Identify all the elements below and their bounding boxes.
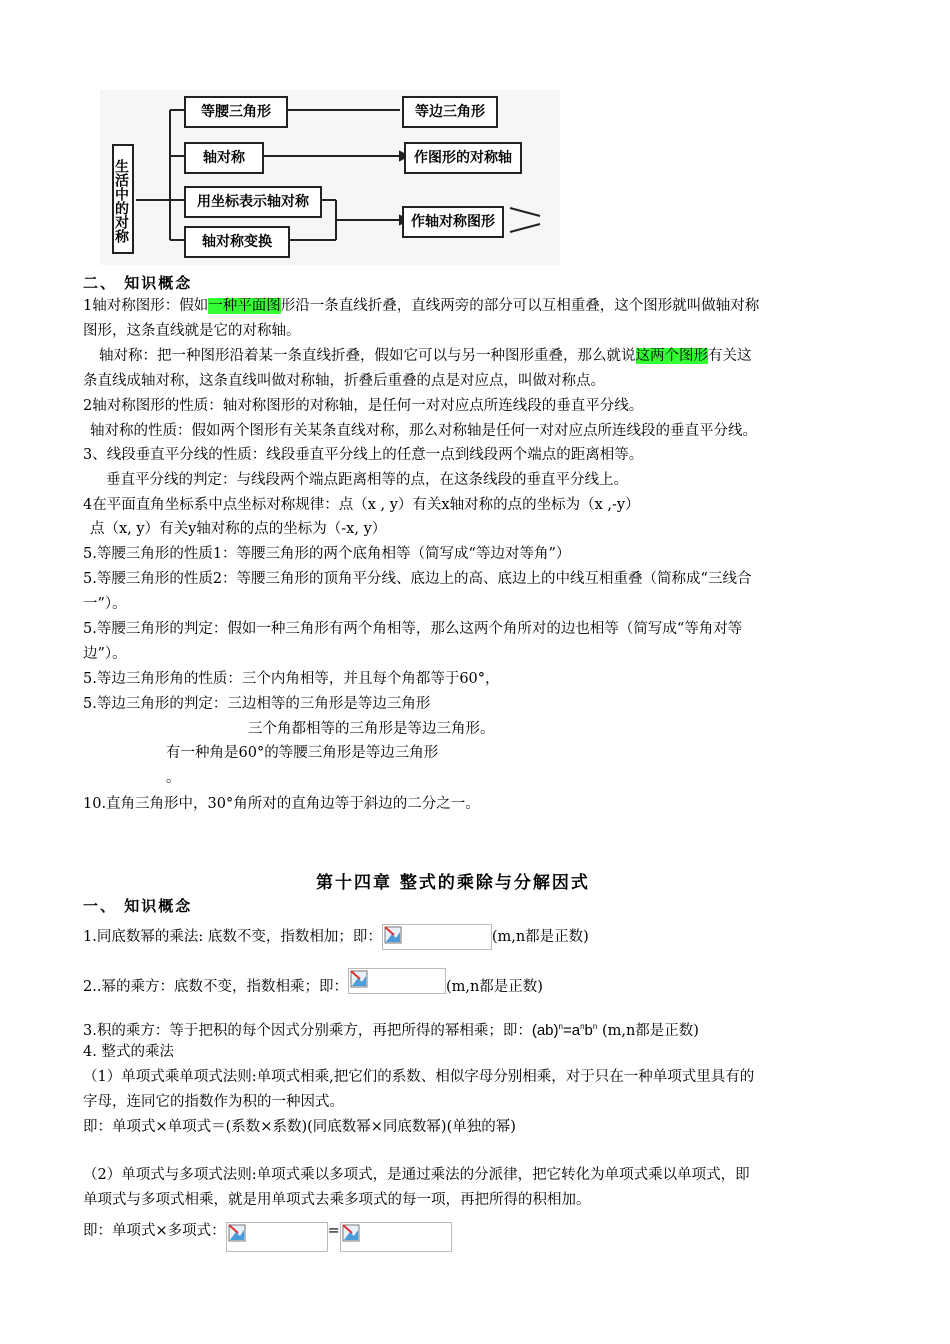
ch14-line-10: 即：单项式×多项式： = [83,1216,452,1246]
coordinate-symmetry-box: 用坐标表示轴对称 [184,186,322,218]
broken-image-icon [384,926,402,944]
text-line: 5.等腰三角形的性质2：等腰三角形的顶角平分线、底边上的高、底边上的中线互相重叠（简称成“三线合 [83,571,752,587]
draw-axis-box: 作图形的对称轴 [404,142,522,174]
text-line: 5.等腰三角形的性质1：等腰三角形的两个底角相等（简写成“等边对等角”） [83,546,571,562]
isosceles-triangle-box: 等腰三角形 [184,96,288,128]
ch14-line-7: 即：单项式×单项式＝(系数×系数)(同底数幂×同底数幂)(单独的幂) [83,1119,516,1135]
text-line: 3、线段垂直平分线的性质：线段垂直平分线上的任意一点到线段两个端点的距离相等。 [83,447,644,463]
para-1-line-2: 图形，这条直线就是它的对称轴。 [83,323,301,339]
text-line: 4在平面直角坐标系中点坐标对称规律：点（x , y）有关x轴对称的点的坐标为（x ,-y） [83,497,640,513]
ch14-line-8: （2）单项式与多项式法则:单项式乘以多项式，是通过乘法的分派律，把它转化为单项式乘以单项式，即 [83,1167,750,1183]
ch14-line-5: （1）单项式乘单项式法则:单项式相乘,把它们的系数、相似字母分别相乘，对于只在一种单项式里具有的 [83,1069,755,1085]
formula-image [382,924,492,950]
text-line: 5.等腰三角形的判定：假如一种三角形有两个角相等，那么这两个角所对的边也相等（简写成“等角对等 [83,621,743,637]
symmetry-transform-box: 轴对称变换 [184,226,290,258]
text-line: 一”）。 [83,596,127,612]
text-line: 有一种角是60°的等腰三角形是等边三角形 [166,745,439,761]
chapter-14-title: 第十四章 整式的乘除与分解因式 [316,873,590,893]
para-2-line-1: 轴对称：把一种图形沿着某一条直线折叠，假如它可以与另一种图形重叠，那么就说这两个图形有关这 [99,348,752,364]
ch14-line-2: 2..幂的乘方：底数不变，指数相乘；即： (m,n都是正数) [83,974,543,1000]
formula-image [340,1222,452,1252]
formula-product-power: $(ab)^n=a^nb^n$ [531,1022,598,1039]
section-1-heading: 一、 知识概念 [83,897,193,915]
broken-image-icon [342,1224,360,1242]
formula-image [348,968,446,994]
highlight-plane-figure: 一种平面图 [208,298,281,314]
section-2-heading: 二、 知识概念 [83,274,193,292]
para-2-line-2: 条直线成轴对称，这条直线叫做对称轴，折叠后重叠的点是对应点，叫做对称点。 [83,373,605,389]
ch14-line-4: 4. 整式的乘法 [83,1044,174,1060]
text-line: 5.等边三角形的判定：三边相等的三角形是等边三角形 [83,696,431,712]
ch14-line-6: 字母，连同它的指数作为积的一种因式。 [83,1094,344,1110]
ch14-line-3: 3.积的乘方：等于把积的每个因式分别乘方，再把所得的幂相乘；即：$(ab)^n=a^nb^n$ (m,n都是正数) [83,1022,699,1039]
ch14-line-9: 单项式与多项式相乘，就是用单项式去乘多项式的每一项，再把所得的积相加。 [83,1192,591,1208]
text-line: 2轴对称图形的性质：轴对称图形的对称轴，是任何一对对应点所连线段的垂直平分线。 [83,398,644,414]
draw-symmetric-figure-box: 作轴对称图形 [402,206,504,238]
text-line: 点（x, y）有关y轴对称的点的坐标为（-x, y） [90,521,387,537]
text-line: 边”）。 [83,646,127,662]
formula-image [226,1222,328,1252]
para-1-line-1: 1轴对称图形：假如一种平面图形沿一条直线折叠，直线两旁的部分可以互相重叠，这个图形就叫做轴对称 [83,298,760,314]
equilateral-triangle-box: 等边三角形 [402,96,498,128]
text-line: 10.直角三角形中，30°角所对的直角边等于斜边的二分之一。 [83,796,480,812]
axial-symmetry-box: 轴对称 [184,142,264,174]
broken-image-icon [350,970,368,988]
text-line: 5.等边三角形角的性质：三个内角相等，并且每个角都等于60°， [83,671,500,687]
life-symmetry-box: 生活中的对称 [112,144,134,254]
text-line: 三个角都相等的三角形是等边三角形。 [248,721,495,737]
broken-image-icon [228,1224,246,1242]
text-line: 轴对称的性质：假如两个图形有关某条直线对称，那么对称轴是任何一对对应点所连线段的垂直平分线。 [90,423,757,439]
highlight-two-figures: 这两个图形 [635,348,708,364]
concept-map-diagram [100,90,560,265]
ch14-line-1: 1.同底数幂的乘法: 底数不变，指数相加；即： (m,n都是正数) [83,924,589,950]
text-line: 垂直平分线的判定：与线段两个端点距离相等的点，在这条线段的垂直平分线上。 [106,472,628,488]
text-line: 。 [166,770,181,786]
